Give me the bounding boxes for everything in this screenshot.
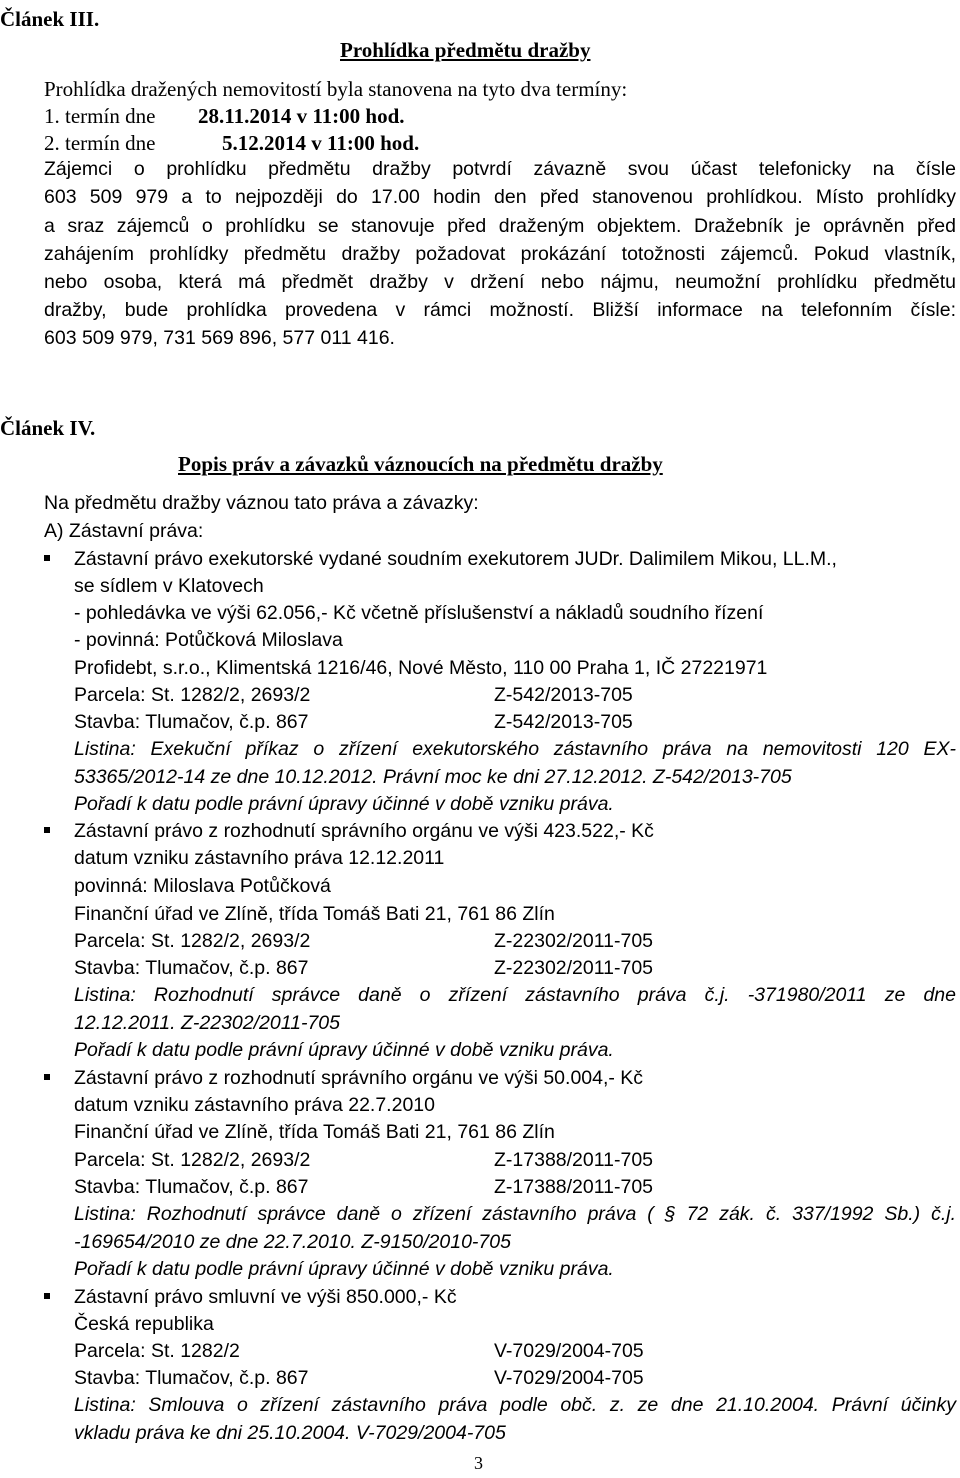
lien-1-document: 53365/2012-14 ze dne 10.12.2012. Právní moc ke dni 27.12.2012. Z-542/2013-705 [74, 766, 792, 788]
article-3-title: Prohlídka předmětu dražby [340, 38, 591, 62]
lien-1-line: - povinná: Potůčková Miloslava [74, 629, 343, 651]
lien-3-document: Listina: Rozhodnutí správce daně o zřízení zástavního práva ( § 72 zák. č. 337/1992 Sb.) č.j. [74, 1203, 956, 1225]
bullet-icon [44, 1074, 50, 1080]
lien-2-line: datum vzniku zástavního práva 12.12.2011 [74, 847, 445, 869]
lien-2-line: Finanční úřad ve Zlíně, třída Tomáš Bati 21, 761 86 Zlín [74, 903, 555, 925]
lien-2-document: Listina: Rozhodnutí správce daně o zřízení zástavního práva č.j. -371980/2011 ze dne [74, 984, 956, 1006]
lien-3-title: Zástavní právo z rozhodnutí správního orgánu ve výši 50.004,- Kč [74, 1067, 644, 1089]
lien-2-parcel-ref: Z-22302/2011-705 [494, 930, 654, 952]
lien-2-building-ref: Z-22302/2011-705 [494, 957, 654, 979]
lien-1-building-ref: Z-542/2013-705 [494, 711, 633, 733]
lien-3-building: Stavba: Tlumačov, č.p. 867 [74, 1176, 309, 1198]
lien-2-parcel: Parcela: St. 1282/2, 2693/2 [74, 930, 311, 952]
lien-3-priority: Pořadí k datu podle právní úpravy účinné v době vzniku práva. [74, 1258, 614, 1280]
lien-1-title: Zástavní právo exekutorské vydané soudním exekutorem JUDr. Dalimilem Mikou, LL.M., [74, 548, 837, 570]
lien-4-document: vkladu práva ke dni 25.10.2004. V-7029/2004-705 [74, 1422, 506, 1444]
lien-1-line: se sídlem v Klatovech [74, 575, 264, 597]
lien-3-line: Finanční úřad ve Zlíně, třída Tomáš Bati 21, 761 86 Zlín [74, 1121, 555, 1143]
lien-1-line: - pohledávka ve výši 62.056,- Kč včetně příslušenství a nákladů soudního řízení [74, 602, 764, 624]
term-1-label: 1. termín dne [44, 104, 156, 128]
inspection-paragraph-line: 603 509 979 a to nejpozději do 17.00 hodin den před stanovenou prohlídkou. Místo prohlídky [44, 186, 956, 208]
inspection-paragraph-line: Zájemci o prohlídku předmětu dražby potvrdí závazně svou účast telefonicky na čísle [44, 158, 956, 180]
lien-2-building: Stavba: Tlumačov, č.p. 867 [74, 957, 309, 979]
lien-3-line: datum vzniku zástavního práva 22.7.2010 [74, 1094, 435, 1116]
inspection-paragraph-line: a sraz zájemců o prohlídku se stanovuje před draženým objektem. Dražebník je oprávněn před [44, 215, 956, 237]
lien-3-parcel: Parcela: St. 1282/2, 2693/2 [74, 1149, 311, 1171]
lien-1-building: Stavba: Tlumačov, č.p. 867 [74, 711, 309, 733]
term-1-value: 28.11.2014 v 11:00 hod. [198, 104, 405, 128]
inspection-paragraph-line: dražby, bude prohlídka provedena v rámci možností. Bližší informace na telefonním čísle: [44, 299, 956, 321]
lien-4-building-ref: V-7029/2004-705 [494, 1367, 644, 1389]
lien-4-line: Česká republika [74, 1313, 214, 1335]
article-4-heading: Článek IV. [0, 416, 96, 440]
bullet-icon [44, 1293, 50, 1299]
lien-4-parcel: Parcela: St. 1282/2 [74, 1340, 240, 1362]
lien-4-parcel-ref: V-7029/2004-705 [494, 1340, 644, 1362]
lien-1-parcel: Parcela: St. 1282/2, 2693/2 [74, 684, 311, 706]
lien-1-priority: Pořadí k datu podle právní úpravy účinné v době vzniku práva. [74, 793, 614, 815]
term-2-label: 2. termín dne [44, 131, 156, 155]
term-2-value: 5.12.2014 v 11:00 hod. [222, 131, 420, 155]
article-3-heading: Článek III. [0, 7, 100, 31]
lien-2-line: povinná: Miloslava Potůčková [74, 875, 331, 897]
inspection-paragraph-line: nebo osoba, která má předmět dražby v držení nebo nájmu, neumožní prohlídku předmětu [44, 271, 956, 293]
section-a-heading: A) Zástavní práva: [44, 520, 204, 542]
article-4-title: Popis práv a závazků váznoucích na předmětu dražby [178, 452, 663, 476]
lien-4-title: Zástavní právo smluvní ve výši 850.000,- Kč [74, 1286, 457, 1308]
lien-3-document: -169654/2010 ze dne 22.7.2010. Z-9150/2010-705 [74, 1231, 511, 1253]
lien-2-title: Zástavní právo z rozhodnutí správního orgánu ve výši 423.522,- Kč [74, 820, 654, 842]
lien-2-document: 12.12.2011. Z-22302/2011-705 [74, 1012, 340, 1034]
page-number: 3 [474, 1453, 483, 1473]
lien-3-building-ref: Z-17388/2011-705 [494, 1176, 654, 1198]
lien-1-parcel-ref: Z-542/2013-705 [494, 684, 633, 706]
lien-4-building: Stavba: Tlumačov, č.p. 867 [74, 1367, 309, 1389]
encumbrances-intro: Na předmětu dražby váznou tato práva a závazky: [44, 492, 479, 514]
inspection-intro: Prohlídka dražených nemovitostí byla stanovena na tyto dva termíny: [44, 77, 628, 101]
bullet-icon [44, 827, 50, 833]
bullet-icon [44, 555, 50, 561]
lien-4-document: Listina: Smlouva o zřízení zástavního práva podle obč. z. ze dne 21.10.2004. Právní účinky [74, 1394, 956, 1416]
lien-2-priority: Pořadí k datu podle právní úpravy účinné v době vzniku práva. [74, 1039, 614, 1061]
inspection-paragraph-line: zahájením prohlídky předmětu dražby požadovat prokázání totožnosti zájemců. Pokud vlastník, [44, 243, 956, 265]
lien-1-line: Profidebt, s.r.o., Klimentská 1216/46, Nové Město, 110 00 Praha 1, IČ 27221971 [74, 657, 768, 679]
inspection-paragraph-line: 603 509 979, 731 569 896, 577 011 416. [44, 327, 395, 349]
lien-1-document: Listina: Exekuční příkaz o zřízení exekutorského zástavního práva na nemovitosti 120 EX- [74, 738, 956, 760]
lien-3-parcel-ref: Z-17388/2011-705 [494, 1149, 654, 1171]
